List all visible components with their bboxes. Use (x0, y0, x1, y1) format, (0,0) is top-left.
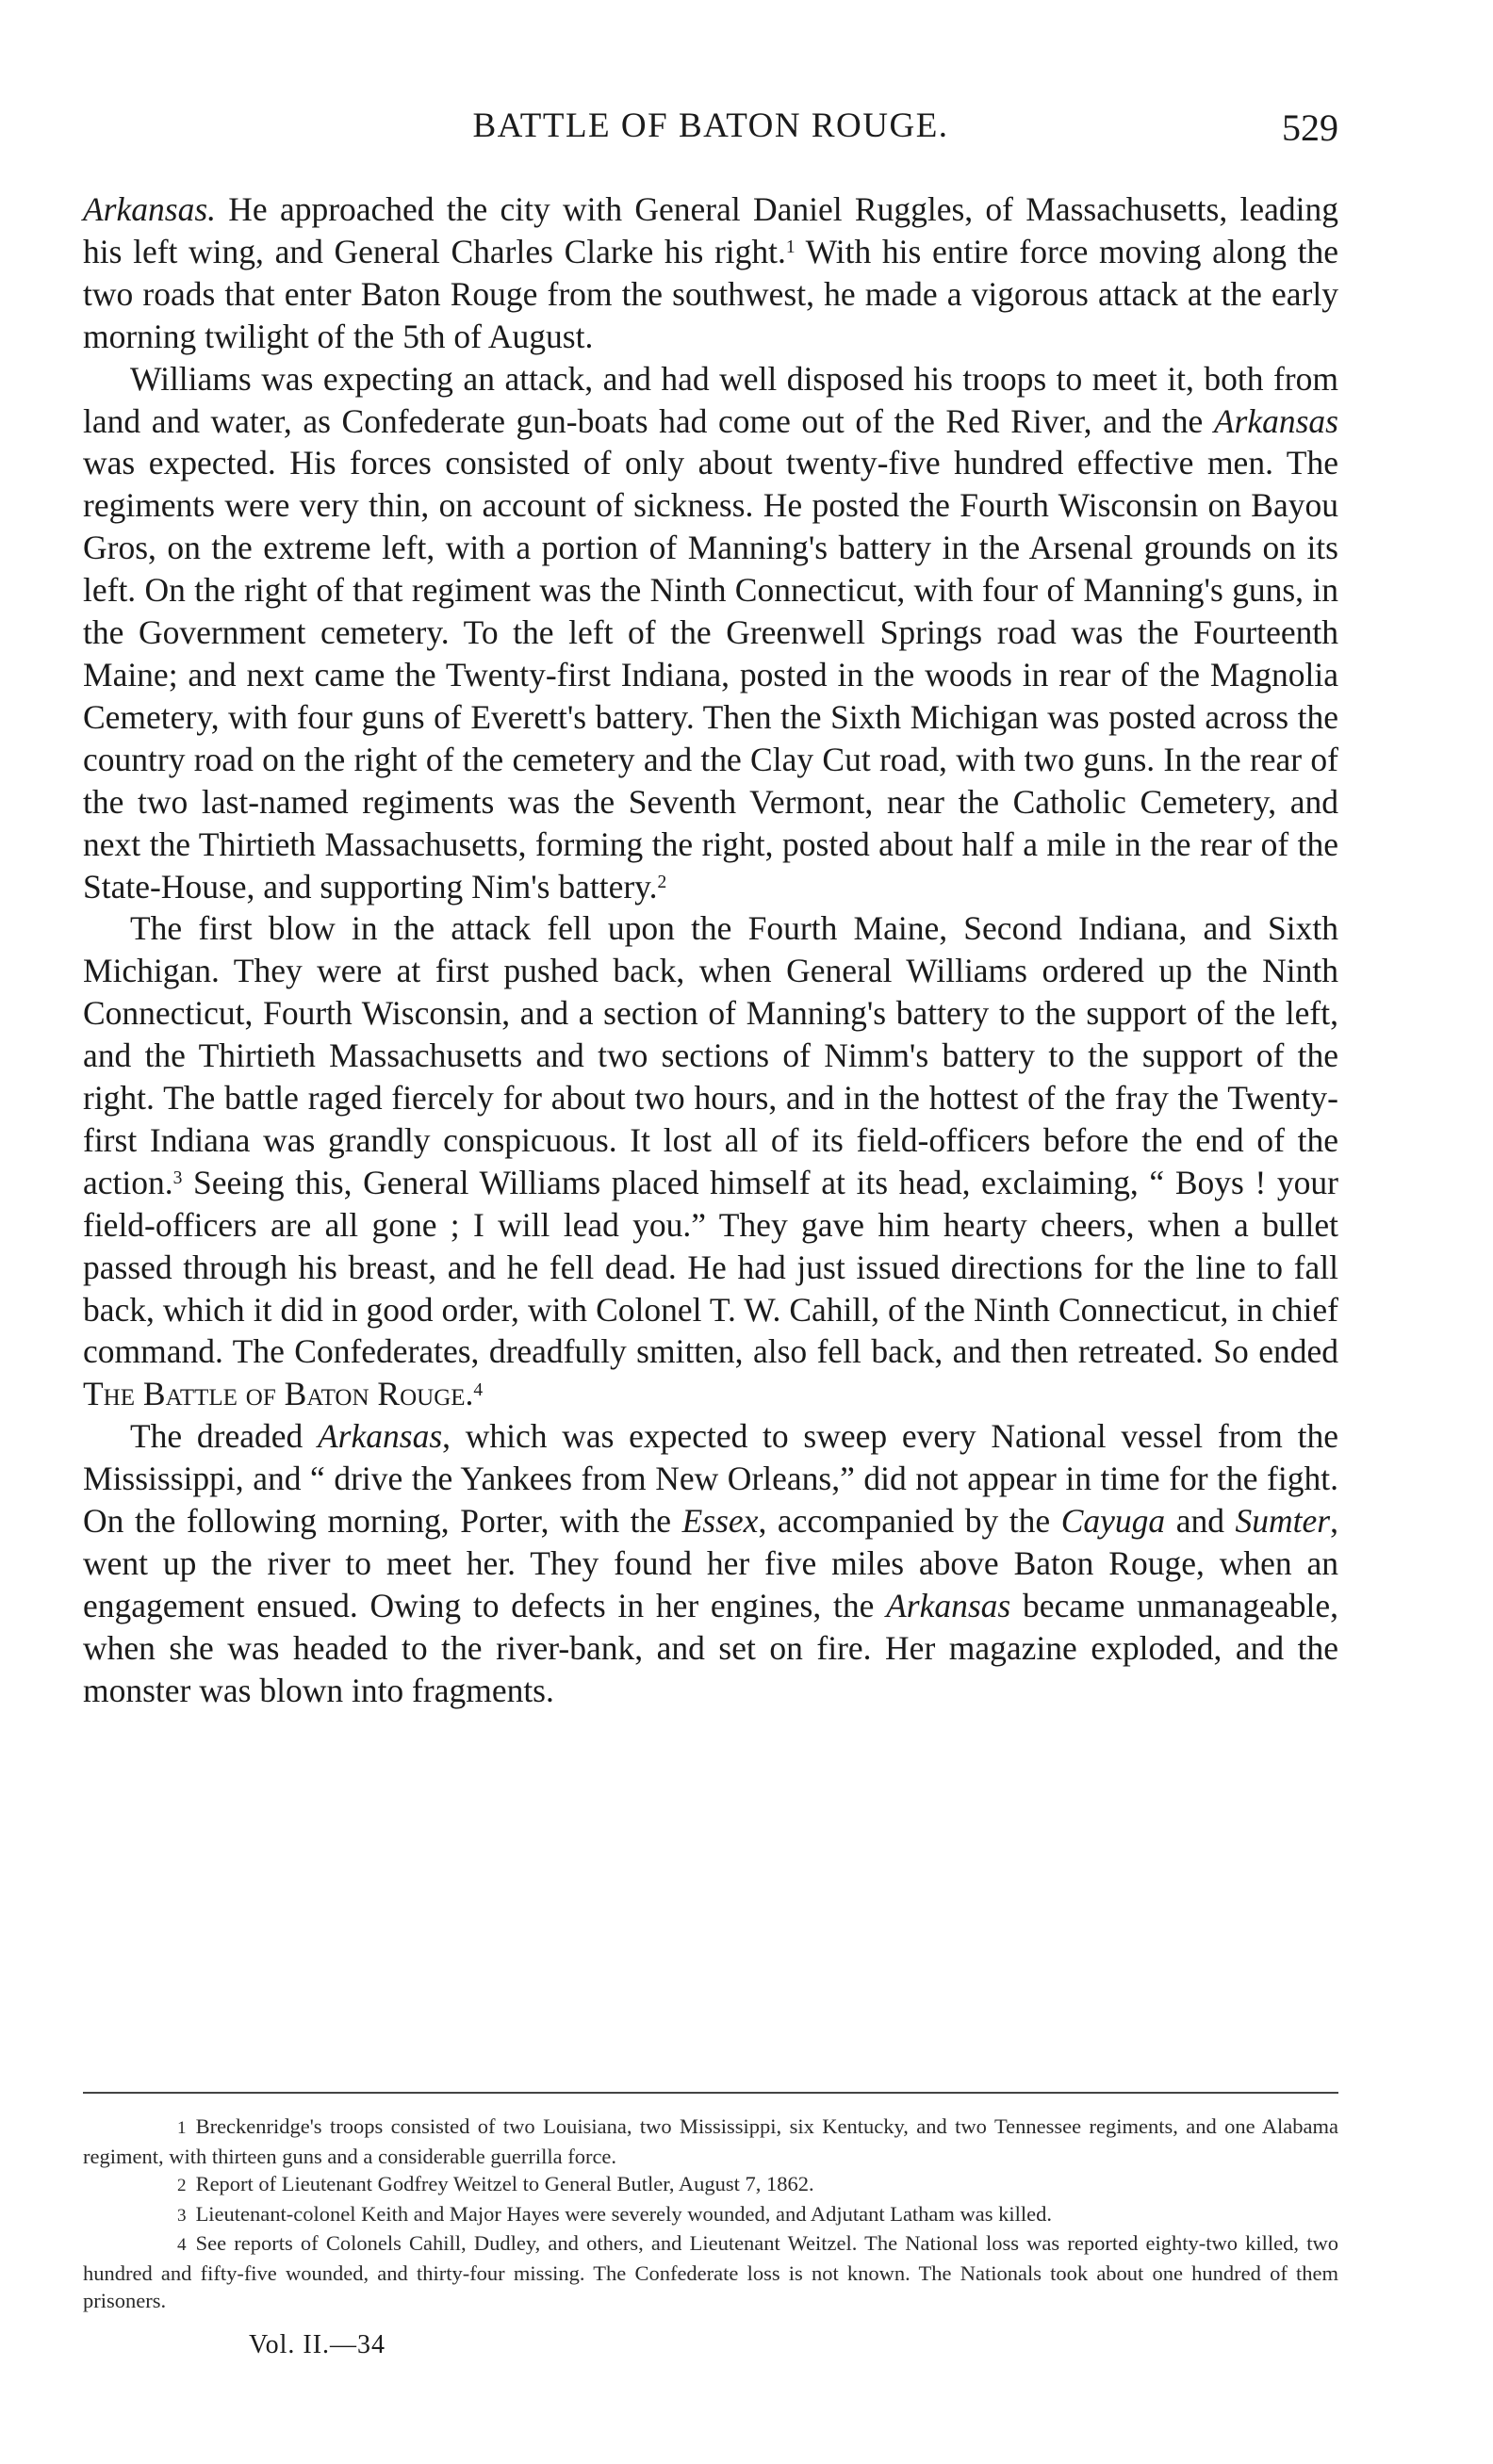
paragraph (83, 188, 1338, 358)
footnote-reference: 1 (785, 237, 796, 258)
text-run: Williams was expecting an attack, and had well disposed his troops to meet it, both from land and water, as Confederate gun-boats had come out of the Red River, and the (83, 359, 1338, 440)
footnote (83, 2113, 1338, 2170)
paragraph (83, 358, 1338, 908)
text-run: He approached the city with General Daniel Ruggles, of Massachusetts, leading his left wing, and General Charles Clarke his right. (83, 190, 1338, 270)
running-title: BATTLE OF BATON ROUGE. (472, 106, 949, 145)
footnote-reference: 3 (172, 1168, 183, 1189)
text-run: , accompanied by the (758, 1502, 1061, 1541)
text-run: Seeing this, General Williams placed himself at its head, exclaiming, “ Boys ! your field-officers are all gone ; I will lead you.” They gave him hearty cheers, when a bullet passed through his breast, and he fell dead. He had just issued directions for the line to fall back, which it did in good order, with Colonel T. W. Cahill, of the Ninth Connecticut, in chief command. The Confederates, dreadfully smitten, also fell back, and then retreated. So ended (83, 1163, 1338, 1371)
footnote-text: See reports of Colonels Cahill, Dudley, and others, and Lieutenant Weitzel. The National loss was reported eighty-two killed, two hundred and fifty-five wounded, and thirty-four missing. The Confederate loss is not known. The Nationals took about one hundred of them prisoners. (83, 2231, 1338, 2312)
text-run: The first blow in the attack fell upon the Fourth Maine, Second Indiana, and Sixth Michigan. They were at first pushed back, when General Williams ordered up the Ninth Connecticut, Fourth Wisconsin, and a section of Manning's battery to the support of the left, and the Thirtieth Massachusetts and two sections of Nimm's battery to the support of the right. The battle raged fiercely for about two hours, and in the hottest of the fray the Twenty-first Indiana was grandly conspicuous. It lost all of its field-officers before the end of the action. (83, 909, 1338, 1201)
footnote-reference: 4 (473, 1379, 484, 1400)
text-run: With his entire force moving along the two roads that enter Baton Rouge from the southwest, he made a vigorous attack at the early morning twilight of the 5th of August. (83, 232, 1339, 355)
italic-text: Arkansas. (83, 190, 217, 228)
italic-text: Sumter (1235, 1502, 1331, 1541)
running-head (83, 106, 1338, 162)
italic-text: Cayuga (1060, 1502, 1166, 1541)
small-caps-text: The Battle of Baton Rouge. (83, 1375, 474, 1413)
book-page (83, 0, 1338, 2464)
text-run: and (1165, 1502, 1236, 1541)
italic-text: Arkansas (886, 1586, 1011, 1624)
footnote (83, 2229, 1338, 2315)
paragraph (83, 1415, 1338, 1711)
footnote-text: Lieutenant-colonel Keith and Major Hayes were severely wounded, and Adjutant Latham was killed. (195, 2201, 1053, 2226)
footnote (83, 2170, 1338, 2200)
page-number: 529 (1282, 106, 1338, 149)
footnote-divider (83, 2092, 1338, 2094)
footnote-text: Breckenridge's troops consisted of two Louisiana, two Mississippi, six Kentucky, and two Tennessee regiments, and one Alabama regiment, with thirteen guns and a considerable guerrilla force. (83, 2114, 1338, 2168)
text-run: , went up the river to meet her. They found her five miles above Baton Rouge, when an engagement ensued. Owing to defects in her engines, the (83, 1502, 1338, 1624)
footnote-number: 3 (177, 2205, 187, 2226)
footnote-number: 2 (177, 2176, 187, 2195)
footnote-text: Report of Lieutenant Godfrey Weitzel to General Butler, August 7, 1862. (195, 2172, 814, 2195)
text-run: , which was expected to sweep every National vessel from the Mississippi, and “ drive the Yankees from New Orleans,” did not appear in time for the fight. On the following morning, Porter, with the (83, 1417, 1338, 1541)
text-run: The dreaded (130, 1417, 318, 1456)
footnote-number: 1 (177, 2118, 187, 2138)
volume-signature: Vol. II.—34 (249, 2330, 386, 2359)
italic-text: Essex (681, 1502, 759, 1541)
text-run: was expected. His forces consisted of only about twenty-five hundred effective men. The regiments were very thin, on account of sickness. He posted the Fourth Wisconsin on Bayou Gros, on the extreme left, with a portion of Manning's battery in the Arsenal grounds on its left. On the right of that regiment was the Ninth Connecticut, with four of Manning's guns, in the Government cemetery. To the left of the Greenwell Springs road was the Fourteenth Maine; and next came the Twenty-first Indiana, posted in the woods in rear of the Magnolia Cemetery, with four guns of Everett's battery. Then the Sixth Michigan was posted across the country road on the right of the cemetery and the Clay Cut road, with two guns. In the rear of the two last-named regiments was the Seventh Vermont, near the Catholic Cemetery, and next the Thirtieth Massachusetts, forming the right, posted about half a mile in the rear of the State-House, and supporting Nim's battery. (83, 444, 1338, 906)
italic-text: Arkansas (318, 1417, 443, 1456)
footnote-number: 4 (177, 2235, 187, 2255)
footnotes (83, 2113, 1338, 2315)
body-text (83, 188, 1338, 1712)
italic-text: Arkansas (1213, 401, 1338, 440)
footnote (83, 2200, 1338, 2230)
paragraph (83, 907, 1338, 1415)
text-run: became unmanageable, when she was headed to the river-bank, and set on fire. Her magazine exploded, and the monster was blown into fragments. (83, 1586, 1338, 1709)
footnote-reference: 2 (657, 872, 667, 892)
